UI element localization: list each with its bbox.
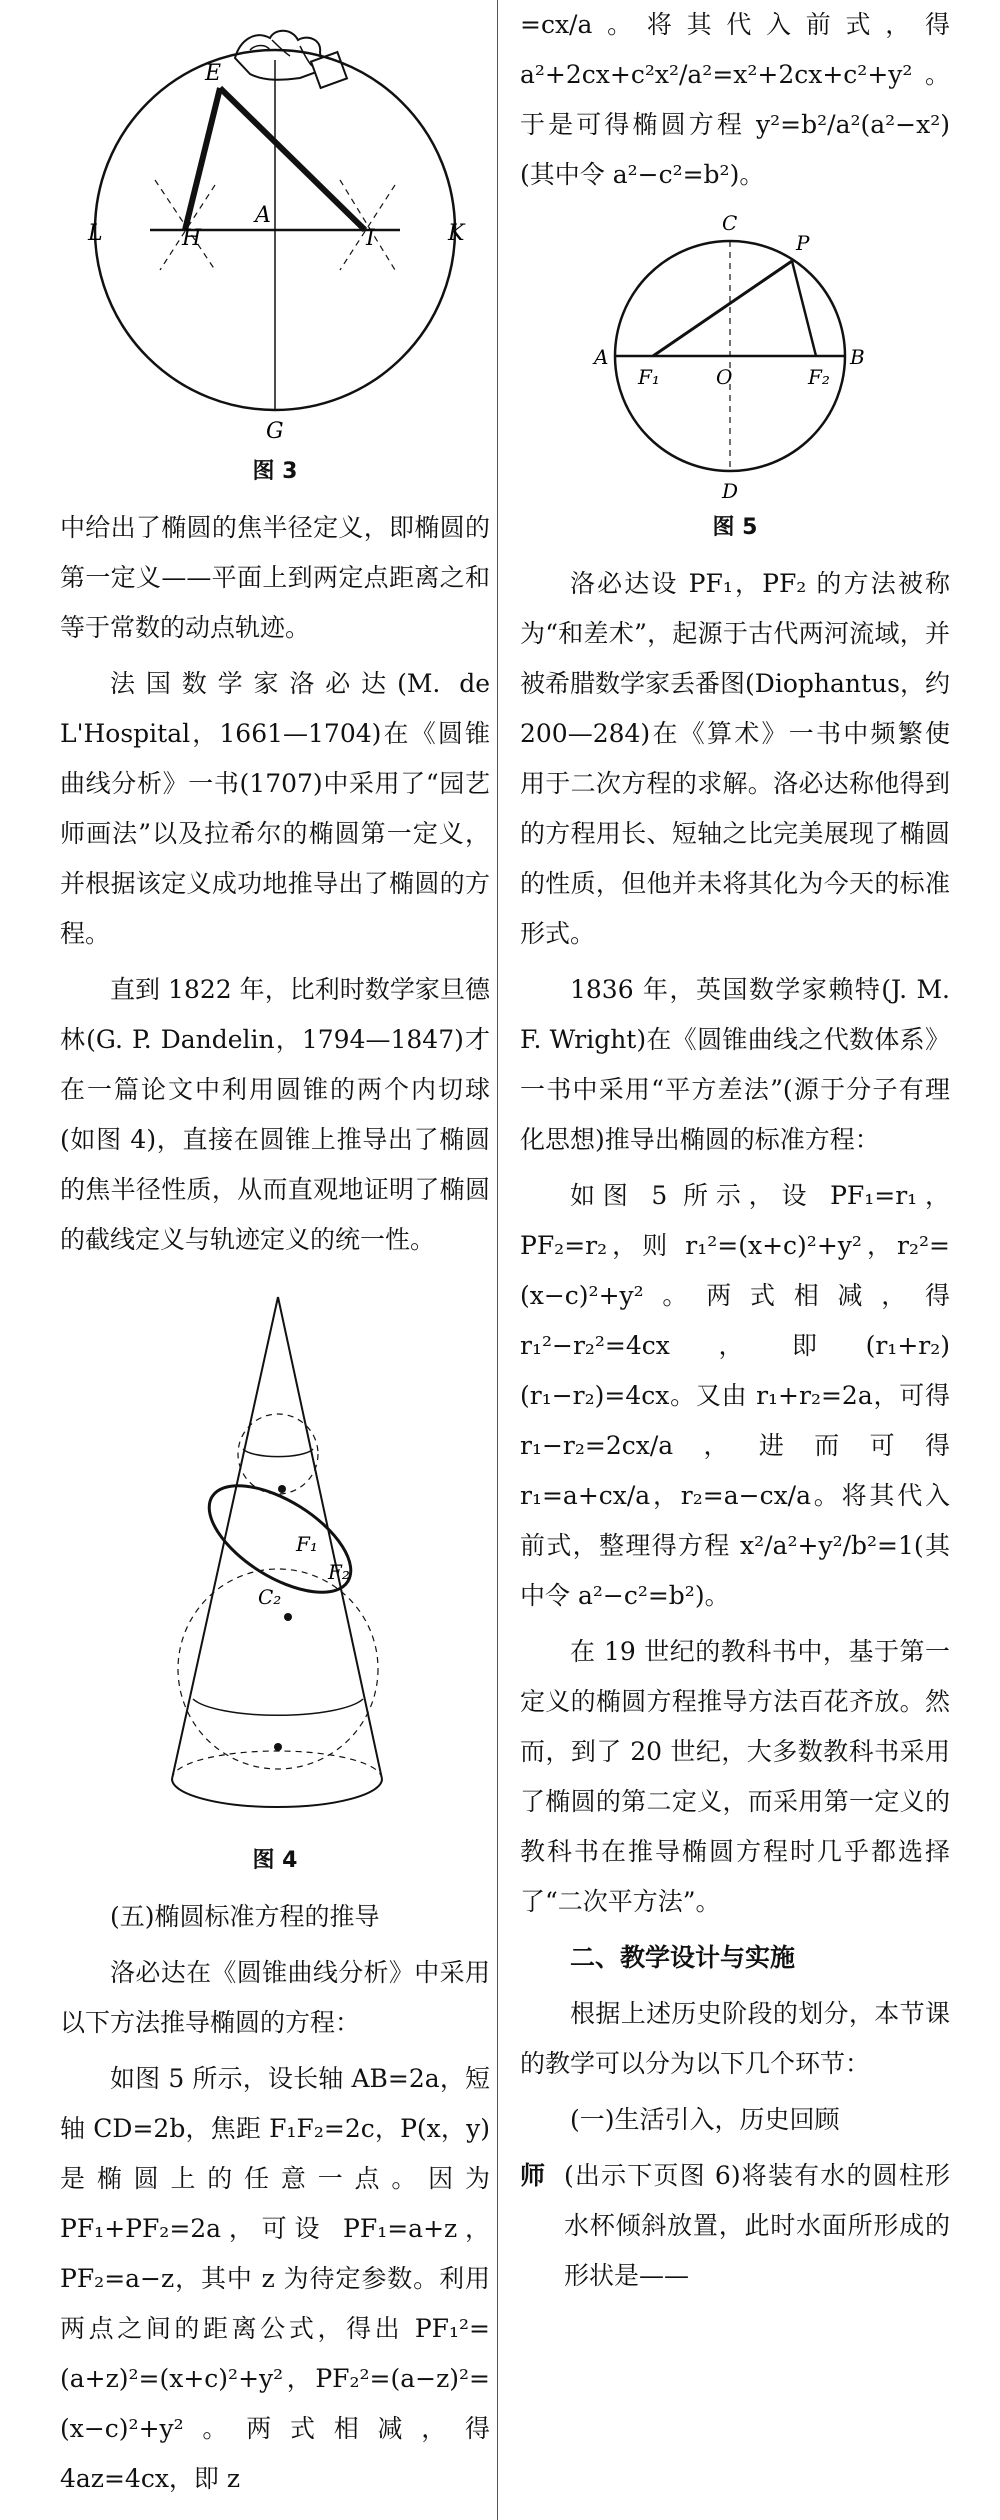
- right-paragraph-7: (出示下页图 6)将装有水的圆柱形水杯倾斜放置，此时水面所形成的形状是——: [564, 2161, 950, 2290]
- label-C: C: [722, 211, 738, 235]
- label-A: A: [594, 345, 609, 369]
- right-subheading: (一)生活引入，历史回顾: [570, 2105, 840, 2134]
- column-divider: [497, 0, 498, 2520]
- label-D: D: [722, 479, 739, 503]
- label-F2: F₂: [328, 1560, 350, 1584]
- right-paragraph-2: 洛必达设 PF₁，PF₂ 的方法被称为“和差术”，起源于古代两河流域，并被希腊数学家丢番图(Diophantus，约 200—284)在《算术》一书中频繁使用于二次方程的求解。洛必达称他得到的方程用长、短轴之比完美展现了椭圆的性质，但他并未将其化为今天的标准形式。: [520, 569, 950, 948]
- label-B: B: [850, 345, 865, 369]
- teacher-tag: 师: [520, 2161, 546, 2190]
- left-paragraph-4: 洛必达在《圆锥曲线分析》中采用以下方法推导椭圆的方程：: [60, 1958, 490, 2037]
- figure-4-caption: 图 4: [252, 1848, 298, 1873]
- right-paragraph-5: 在 19 世纪的教科书中，基于第一定义的椭圆方程推导方法百花齐放。然而，到了 20 世纪，大多数教科书采用了椭圆的第二定义，而采用第一定义的教科书在推导椭圆方程时几乎都选择了“二次平方法”。: [520, 1637, 950, 1916]
- right-paragraph-3: 1836 年，英国数学家赖特(J. M. F. Wright)在《圆锥曲线之代数体系》一书中采用“平方差法”(源于分子有理化思想)推导出椭圆的标准方程：: [520, 975, 950, 1154]
- label-F1: F₁: [296, 1532, 318, 1556]
- section-heading: 二、教学设计与实施: [570, 1943, 796, 1972]
- right-column: [520, 0, 950, 2307]
- label-L: L: [88, 221, 103, 246]
- left-paragraph-3: 直到 1822 年，比利时数学家旦德林(G. P. Dandelin，1794—1847)才在一篇论文中利用圆锥的两个内切球(如图 4)，直接在圆锥上推导出了椭圆的焦半径性质，从而直观地证明了椭圆的截线定义与轨迹定义的统一性。: [60, 975, 490, 1254]
- label-H: H: [182, 226, 202, 251]
- label-A: A: [255, 203, 271, 228]
- label-P: P: [796, 231, 810, 255]
- right-paragraph-1: =cx/a。将其代入前式，得 a²+2cx+c²x²/a²=x²+2cx+c²+y²。于是可得椭圆方程 y²=b²/a²(a²−x²)(其中令 a²−c²=b²)。: [520, 10, 950, 189]
- right-paragraph-4: 如图 5 所示，设 PF₁=r₁，PF₂=r₂，则 r₁²=(x+c)²+y²，r₂²=(x−c)²+y²。两式相减，得 r₁²−r₂²=4cx，即(r₁+r₂)(r₁−r₂)=4cx。又由 r₁+r₂=2a，可得 r₁−r₂=2cx/a，进而可得 r₁=a+cx/a，r₂=a−cx/a。将其代入前式，整理得方程 x²/a²+y²/b²=1(其中令 a²−c²=b²)。: [520, 1181, 950, 1610]
- left-subheading: (五)椭圆标准方程的推导: [110, 1902, 380, 1931]
- label-F1: F₁: [638, 365, 660, 389]
- label-O: O: [716, 365, 733, 389]
- figure-4: [60, 1279, 490, 1839]
- right-paragraph-6: 根据上述历史阶段的划分，本节课的教学可以分为以下几个环节：: [520, 1999, 950, 2078]
- figure-5-caption: 图 5: [712, 515, 758, 540]
- label-E: E: [205, 61, 222, 86]
- left-paragraph-1: 中给出了椭圆的焦半径定义，即椭圆的第一定义——平面上到两定点距离之和等于常数的动点轨迹。: [60, 513, 490, 642]
- figure-3-caption: 图 3: [252, 459, 298, 484]
- label-I: I: [366, 226, 375, 251]
- label-C2: C₂: [258, 1585, 282, 1609]
- teacher-line: [520, 2151, 950, 2307]
- label-G: G: [266, 419, 284, 444]
- left-column: [60, 0, 490, 2510]
- label-K: K: [448, 221, 465, 246]
- figure-5: [520, 206, 950, 506]
- label-F2: F₂: [808, 365, 830, 389]
- figure-3: [60, 0, 490, 450]
- left-paragraph-2: 法国数学家洛必达(M. de L'Hospital，1661—1704)在《圆锥曲线分析》一书(1707)中采用了“园艺师画法”以及拉希尔的椭圆第一定义，并根据该定义成功地推导出了椭圆的方程。: [60, 669, 490, 948]
- left-paragraph-5: 如图 5 所示，设长轴 AB=2a，短轴 CD=2b，焦距 F₁F₂=2c，P(x，y)是椭圆上的任意一点。因为 PF₁+PF₂=2a，可设 PF₁=a+z，PF₂=a−z，其中 z 为待定参数。利用两点之间的距离公式，得出 PF₁²=(a+z)²=(x+c)²+y²，PF₂²=(a−z)²=(x−c)²+y²。两式相减，得 4az=4cx，即 z: [60, 2064, 490, 2493]
